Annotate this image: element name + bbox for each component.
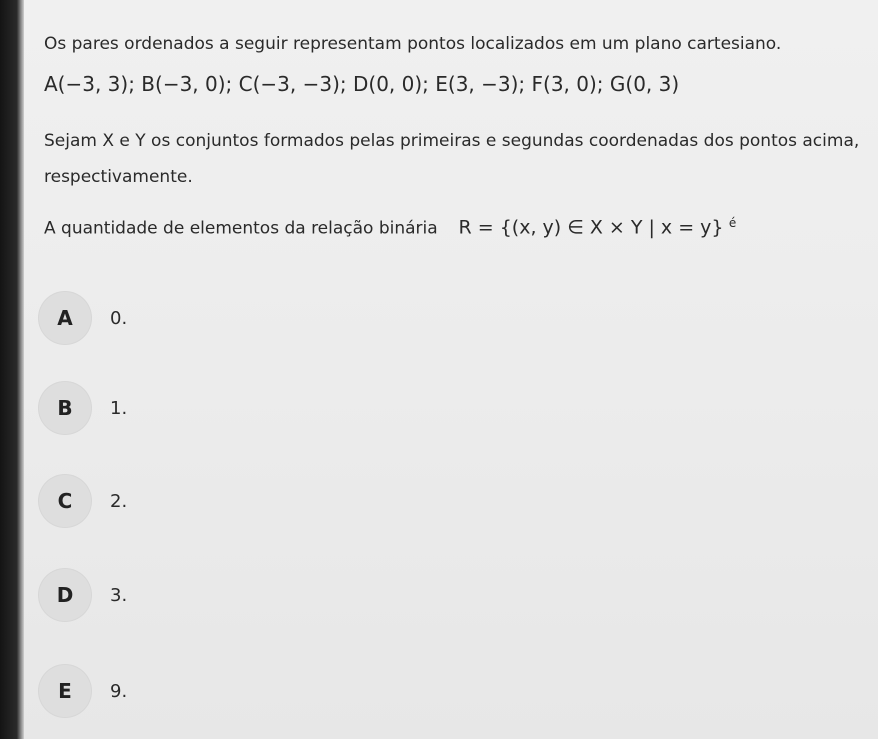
- option-e-badge[interactable]: E: [38, 664, 92, 718]
- option-a-text: 0.: [110, 307, 128, 329]
- option-c-badge[interactable]: C: [38, 474, 92, 528]
- relation-prefix: A quantidade de elementos da relação binária: [44, 218, 438, 239]
- option-a[interactable]: [38, 291, 127, 345]
- option-c[interactable]: [38, 474, 127, 528]
- question-intro: Os pares ordenados a seguir representam pontos localizados em um plano cartesiano.: [44, 34, 782, 54]
- option-d-badge[interactable]: D: [38, 568, 92, 622]
- option-e[interactable]: [38, 664, 127, 718]
- left-dark-edge: [0, 0, 24, 739]
- sets-definition-line-2: respectivamente.: [44, 167, 193, 187]
- points-list: A(−3, 3); B(−3, 0); C(−3, −3); D(0, 0); E(3, −3); F(3, 0); G(0, 3): [44, 72, 680, 96]
- option-c-text: 2.: [110, 490, 128, 512]
- option-b-badge[interactable]: B: [38, 381, 92, 435]
- option-b-text: 1.: [110, 397, 128, 419]
- relation-expression: R = {(x, y) ∈ X × Y | x = y}: [458, 216, 724, 239]
- question-page: [24, 0, 878, 739]
- sets-definition-line-1: Sejam X e Y os conjuntos formados pelas primeiras e segundas coordenadas dos pontos acima,: [44, 131, 860, 151]
- option-e-text: 9.: [110, 680, 128, 702]
- option-d[interactable]: [38, 568, 127, 622]
- relation-suffix: é: [728, 216, 737, 230]
- option-a-badge[interactable]: A: [38, 291, 92, 345]
- relation-question: [44, 216, 736, 239]
- option-d-text: 3.: [110, 584, 128, 606]
- option-b[interactable]: [38, 381, 127, 435]
